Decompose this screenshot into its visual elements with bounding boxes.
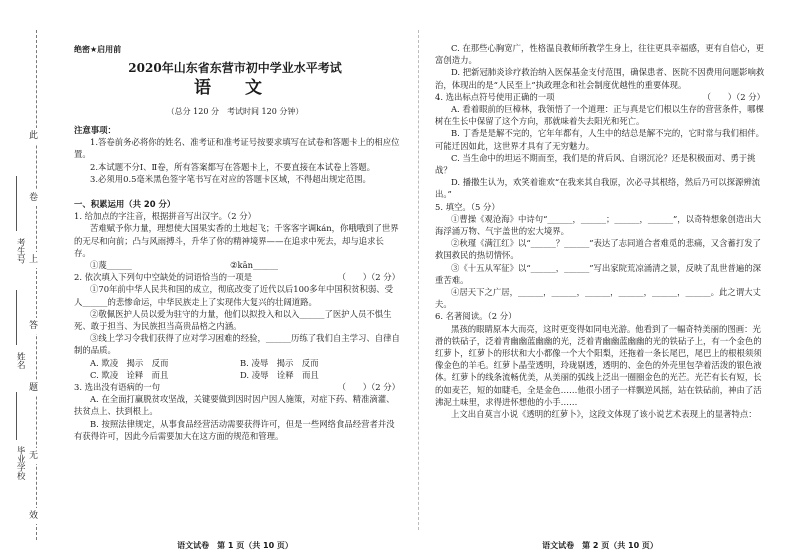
page-2 <box>435 0 765 560</box>
section-1 <box>74 198 400 442</box>
subject-title: 语 文 <box>194 78 276 98</box>
question-3: 3. 选出没有语病的一句 <box>74 382 161 393</box>
field-label-exam-number: 考生号 <box>15 238 26 264</box>
field-line <box>16 290 17 345</box>
option-d[interactable]: D. 凌辱 诠释 而且 <box>240 369 319 380</box>
notice-heading: 注意事项： <box>74 125 116 135</box>
question-4-item: B. 丁香是是解不完的，它年年都有，人生中的结总是解不完的，它时常与我们相伴。可能迁因如此，这世界才具有了无穷魅力。 <box>435 128 764 151</box>
answer-blank[interactable]: ①蔑______ <box>90 260 132 271</box>
page-2-content <box>435 42 765 420</box>
field-label-name: 姓名 <box>15 352 26 369</box>
question-2: 2. 依次填入下列句中空缺处的词语恰当的一项是 <box>74 272 253 283</box>
confidential-mark: 绝密★启用前 <box>74 45 122 54</box>
seal-char: 无 <box>29 448 38 464</box>
question-3-item: A. 在全面打赢脱贫攻坚战，关键要做到因时因户因人施策，对症下药、精准滴灌、扶贫点上、扶到根上。 <box>74 394 395 417</box>
question-6-prompt: 上文出自莫言小说《透明的红萝卜》，这段文体现了该小说艺术表现上的显著特点： <box>451 409 757 420</box>
notice-item: 2.本试题不分Ⅰ、Ⅱ卷，所有答案都写在答题卡上，不要直接在本试卷上答题。 <box>90 161 375 172</box>
question-2-options <box>74 369 400 381</box>
answer-slot[interactable]: （ ）（2 分） <box>702 91 765 102</box>
question-5-item: ③《十五从军征》以“______，______”写出家院荒凉涌清之景，反映了乱世普遍的深重苦难。 <box>435 262 762 285</box>
seal-char: 题 <box>29 380 38 396</box>
option-b[interactable]: B. 凌辱 揭示 反而 <box>240 357 319 368</box>
section-heading: 一、积累运用（共 20 分） <box>74 199 176 209</box>
question-1: 1. 给加点的字注音，根据拼音写出汉字。（2 分） <box>74 211 256 222</box>
seal-char: 效 <box>29 508 38 524</box>
page-footer: 语文试卷 第 2 页（共 10 页） <box>542 541 658 550</box>
question-2-stem <box>74 271 400 283</box>
question-5-item: ②秋瑾《满江红》以“______？______”表达了志同道合者难觅的悲痛，又含蓄打发了救国救民的热切情怀。 <box>435 238 762 261</box>
answer-slot[interactable]: （ ）（2 分） <box>337 382 400 393</box>
question-4-item: A. 看着眼前的巨樟林，我领悟了一个道理：正与真是它们根以生存的营营条件，哪棵树在生长中保留了这个方向，那就味着失去阳光和死亡。 <box>435 104 764 127</box>
field-label-school: 毕业学校 <box>15 446 26 480</box>
notice-item: 3.必须用0.5毫米黑色签字笔书写在对应的答题卡区域，不得超出规定范围。 <box>90 173 371 184</box>
question-4-stem <box>435 91 765 103</box>
seal-char: 上 <box>29 252 38 268</box>
question-4-item: C. 当生命中的坦运不期而至，我们是的背后风、自诩沉沦？还是积极面对、勇于挑战？ <box>435 152 756 176</box>
exam-title: 2020年山东省东营市初中学业水平考试 <box>128 61 342 75</box>
seal-char: 卷 <box>29 190 38 206</box>
field-line <box>16 392 17 440</box>
question-6: 6. 名著阅读。（2 分） <box>435 311 517 322</box>
option-c[interactable]: C. 欺凌 诠释 而且 <box>90 369 169 380</box>
page-1 <box>70 0 400 560</box>
notice-block <box>74 124 400 185</box>
question-5-item: ④居天下之广居，______，______，______，______，______，______。此之谓大丈夫。 <box>435 287 761 310</box>
question-6-passage: 黑孩的眼睛原本大而亮，这时更变得如同电光游。他看到了一幅奇特美丽的图画：光滑的铁砧子，泛着青幽幽蓝幽幽的光，泛着青幽幽蓝幽幽的光的铁砧子上，有一个金色的红萝卜，红萝卜的形状和大小都像一个大个阳梨，还拖着一条长尾巴，尾巴上的根根须须像金色的羊毛。红萝卜晶莹透明，玲珑剔透，透明的、金色的外壳里包孕着活泼的银色液体。红萝卜的线条流畅优美，从美丽的弧线上泛出一圈圈金色的光芒。光芒有长有短，长的如麦芒，短的如睫毛，全是金色……他很小团子一样飘逆风摇，站在铁砧前，神由了活沸泥土味里，求得进怀想他的小手…… <box>435 323 762 407</box>
exam-meta: （总分 120 分 考试时间 120 分钟） <box>166 107 304 116</box>
seal-char: 此 <box>29 128 38 144</box>
page-divider <box>418 30 419 530</box>
answer-slot[interactable]: （ ）（2 分） <box>337 272 400 283</box>
question-3-item: B. 按照法律规定，从事食品经营活动需要获得许可，但是一些网络食品经营者并没有获得许可，因此今后需要加大在这方面的规范和管理。 <box>74 418 395 441</box>
question-3-item: D. 把新冠肺炎诊疗救治纳入医保基金支付范围，确保患者、医院不因费用问题影响救治，体现出的是“人民至上”执政理念和社会制度优越性的重要体现。 <box>435 67 765 90</box>
question-5-item: ①曹操《观沧海》中诗句“______，______；______，______”，以奇特想象创造出大海浮涌万物、气宇盖世的宏大境界。 <box>435 213 762 237</box>
question-2-options <box>74 357 400 369</box>
question-3-item: C. 在那些心胸宽广，性格温良教师所教学生身上，往往更具幸福感，更有自信心，更富创造力。 <box>435 43 764 66</box>
question-1-answers <box>74 259 400 271</box>
option-a[interactable]: A. 欺凌 揭示 反而 <box>90 357 169 368</box>
question-4: 4. 选出标点符号使用正确的一项 <box>435 91 555 102</box>
question-1-passage: 苦难赋予你力量，理想使大国果实香的土地起飞；千客客字调kán，你哦哦到了世界的无尽和向前；凸与风雨搏斗，升华了你的精神境界——在追求中死去，却与追求长存。 <box>74 223 399 258</box>
answer-blank[interactable]: ②kān______ <box>230 260 279 271</box>
notice-item: 1.答卷前务必将你的姓名、准考证和准考证号按要求填写在试卷和答题卡上的相应位置。 <box>74 137 400 160</box>
seal-char: 答 <box>29 318 38 334</box>
page-footer: 语文试卷 第 1 页（共 10 页） <box>177 541 293 550</box>
question-2-item: ①70年前中华人民共和国的成立，彻底改变了近代以后100多年中国积贫积弱、受人______的悲惨命运，中华民族走上了实现伟大复兴的壮阔道路。 <box>74 284 394 307</box>
field-line <box>16 176 17 231</box>
question-4-item: D. 播撒生认为，欢笑着谁欢“在我来其自我原，次必寻其根络，然后乃可以探源辨流出。” <box>435 177 761 200</box>
question-2-item: ②敬佩医护人员以爱为驻守的力量，他们以拟投入和以入______了医护人员不惧生死、敢于担当、为民族担当高贵品格之内涵。 <box>74 308 392 332</box>
question-3-stem <box>74 381 400 393</box>
question-5: 5. 填空。（5 分） <box>435 201 500 212</box>
binding-margin <box>0 0 70 560</box>
question-2-item: ③线上学习令我们获得了应对学习困难的经验，______历练了我们自主学习、自律自制的品质。 <box>74 333 400 356</box>
